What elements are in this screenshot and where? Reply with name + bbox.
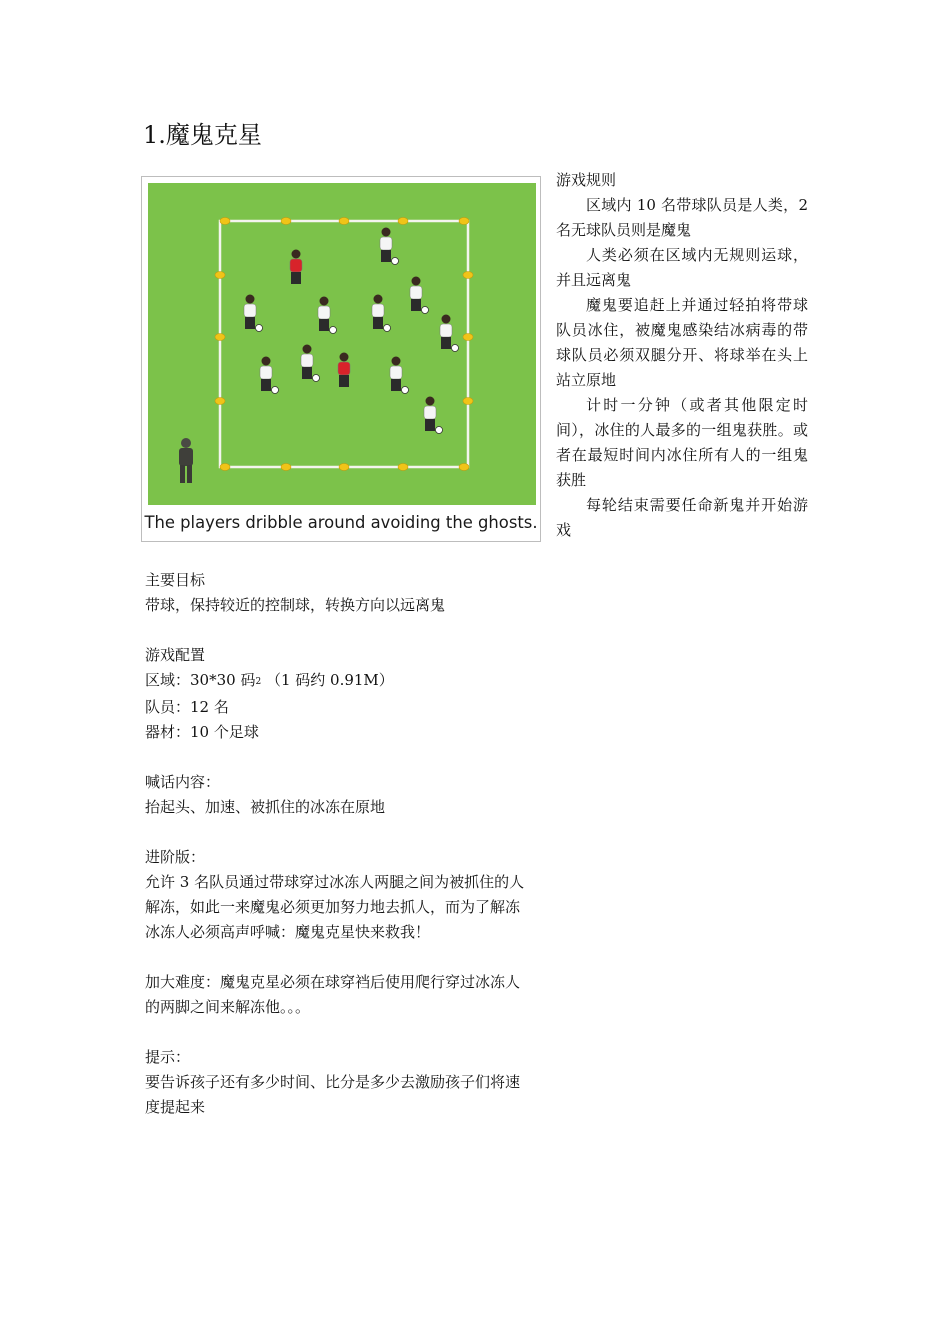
- cone-marker: [463, 272, 473, 279]
- cone-marker: [459, 218, 469, 225]
- setup-heading: 游戏配置: [145, 646, 206, 664]
- rules-paragraph: 人类必须在区域内无规则运球，并且远离鬼: [556, 246, 808, 289]
- setup-area-superscript: 2: [255, 677, 262, 687]
- shout-text: 抬起头、加速、被抓住的冰冻在原地: [145, 798, 386, 816]
- rules-paragraph: 计时一分钟（或者其他限定时间），冰住的人最多的一组鬼获胜。或者在最短时间内冰住所有人的一组鬼获胜: [556, 396, 808, 489]
- field-illustration: [148, 183, 536, 505]
- rules-paragraph: 每轮结束需要任命新鬼并开始游戏: [556, 496, 808, 539]
- tips-text: 要告诉孩子还有多少时间、比分是多少去激励孩子们将速度提起来: [145, 1073, 521, 1116]
- cone-marker: [459, 464, 469, 471]
- cone-marker: [463, 334, 473, 341]
- rules-section: [556, 168, 808, 543]
- ghost-player: [338, 353, 350, 388]
- setup-area: [145, 668, 525, 695]
- page-title: 1.魔鬼克星: [143, 121, 262, 149]
- harder-text: 加大难度：魔鬼克星必须在球穿裆后使用爬行穿过冰冻人的两脚之间来解冻他。。。: [145, 973, 521, 1016]
- advanced-heading: 进阶版：: [145, 848, 206, 866]
- cone-marker: [215, 272, 225, 279]
- details-section: [145, 568, 525, 1120]
- setup-players: 队员：12 名: [145, 698, 229, 716]
- cone-marker: [398, 464, 408, 471]
- rules-paragraph: 区域内 10 名带球队员是人类，2 名无球队员则是魔鬼: [556, 196, 808, 239]
- cone-marker: [281, 464, 291, 471]
- drill-figure: [141, 176, 541, 542]
- grass-field: [148, 183, 536, 505]
- shout-heading: 喊话内容：: [145, 773, 221, 791]
- setup-equipment: 器材：10 个足球: [145, 723, 259, 741]
- cone-marker: [339, 218, 349, 225]
- goal-heading: 主要目标: [145, 571, 206, 589]
- advanced-text: 允许 3 名队员通过带球穿过冰冻人两腿之间为被抓住的人解冻，如此一来魔鬼必须更加努力地去抓人，而为了解冻冰冻人必须高声呼喊：魔鬼克星快来救我！: [145, 873, 525, 941]
- rules-paragraph: 魔鬼要追赶上并通过轻拍将带球队员冰住，被魔鬼感染结冰病毒的带球队员必须双腿分开、将球举在头上站立原地: [556, 296, 808, 389]
- cone-marker: [220, 218, 230, 225]
- cone-marker: [398, 218, 408, 225]
- rules-heading: 游戏规则: [556, 171, 617, 189]
- cone-marker: [215, 398, 225, 405]
- cone-marker: [220, 464, 230, 471]
- figure-caption: The players dribble around avoiding the ghosts.: [144, 513, 538, 532]
- goal-text: 带球，保持较近的控制球，转换方向以远离鬼: [145, 596, 446, 614]
- tips-heading: 提示：: [145, 1048, 191, 1066]
- cone-marker: [463, 398, 473, 405]
- cone-marker: [281, 218, 291, 225]
- cone-marker: [215, 334, 225, 341]
- cone-marker: [339, 464, 349, 471]
- setup-area-text: 区域：30*30 码: [145, 671, 256, 689]
- ghost-player: [290, 250, 302, 285]
- setup-area-note: （1 码约 0.91M）: [261, 671, 394, 689]
